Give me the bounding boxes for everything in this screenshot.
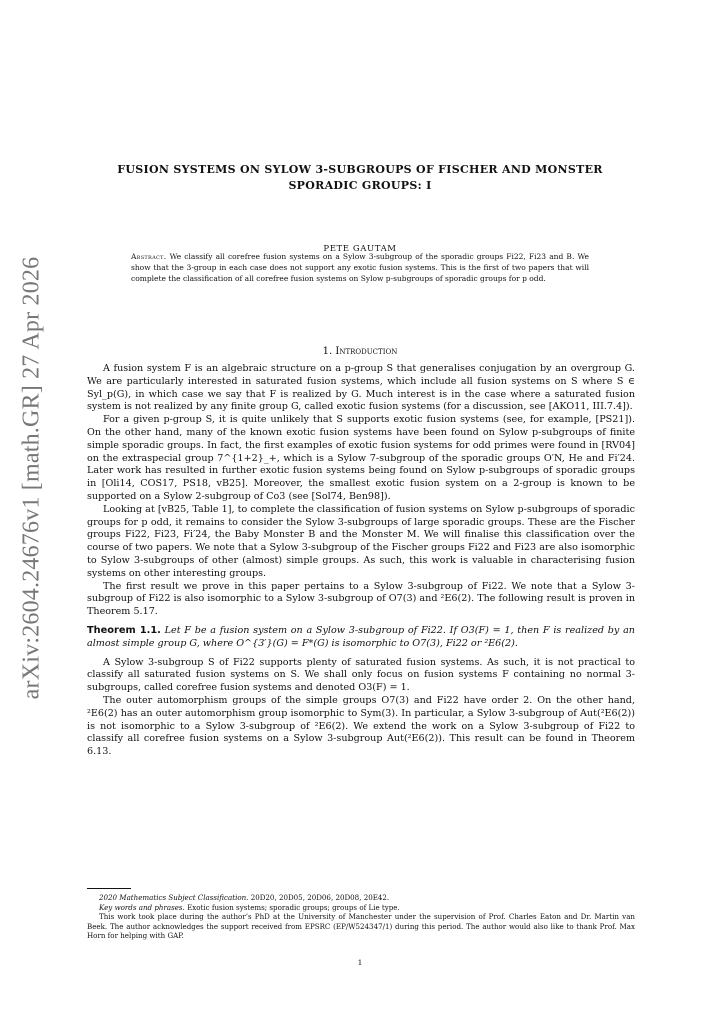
theorem-statement: Let F be a fusion system on a Sylow 3-subgroup of Fi22. If O3(F) = 1, then F is realized by an almost simple group G, where O^{3′}(G) = F*(G) is isomorphic to O7(3), Fi22 or ²E6(2). [87,624,635,649]
abstract-text: We classify all corefree fusion systems on a Sylow 3-subgroup of the sporadic groups Fi22, Fi23 and B. We show that the 3-group in each case does not support any exotic fusion systems. This is the first of two papers that will complete the classification of all corefree fusion systems on Sylow p-subgroups of sporadic groups for p odd. [131,252,589,283]
paragraph: The first result we prove in this paper pertains to a Sylow 3-subgroup of Fi22. We note that a Sylow 3-subgroup of Fi22 is also isomorphic to a Sylow 3-subgroup of O7(3) and ²E6(2). The following result is proven in Theorem 5.17. [87,580,635,618]
acknowledgement-footnote: This work took place during the author’s PhD at the University of Manchester under the supervision of Prof. Charles Eaton and Dr. Martin van Beek. The author acknowledges the support received from EPSRC (EP/W524347/1) during this period. The author would also like to thank Prof. Max Horn for helping with GAP. [87,912,635,941]
body-text [87,363,635,759]
keywords-footnote: Key words and phrases. Exotic fusion systems; sporadic groups; groups of Lie type. [99,902,400,912]
paragraph: A Sylow 3-subgroup S of Fi22 supports plenty of saturated fusion systems. As such, it is not practical to classify all saturated fusion systems on S. We shall only focus on fusion systems F containing no normal 3-subgroups, called corefree fusion systems and denoted O3(F) = 1. [87,656,635,694]
author-name: PETE GAUTAM [323,244,397,254]
theorem [87,625,635,651]
paragraph: Looking at [vB25, Table 1], to complete the classification of fusion systems on Sylow p-subgroups of sporadic groups for p odd, it remains to consider the Sylow 3-subgroups of large sporadic groups. These are the Fischer groups Fi22, Fi23, Fi′24, the Baby Monster B and the Monster M. We will finalise this classification over the course of two papers. We note that a Sylow 3-subgroup of the Fischer groups Fi22 and Fi23 are also isomorphic to Sylow 3-subgroups of other (almost) simple groups. As such, this work is valuable in characterising fusion systems on other interesting groups. [87,503,635,579]
abstract [131,251,589,284]
theorem-label: Theorem 1.1. [87,624,161,636]
abstract-label: Abstract. [131,252,167,261]
paragraph: For a given p-group S, it is quite unlikely that S supports exotic fusion systems (see, for example, [PS21]). On the other hand, many of the known exotic fusion systems have been found on Sylow p-subgroups of finite simple sporadic groups. In fact, the first examples of exotic fusion systems for odd primes were found in [RV04] on the extraspecial group 7^{1+2}_+, which is a Sylow 7-subgroup of the sporadic groups O′N, He and Fi′24. Later work has resulted in further exotic fusion systems being found on Sylow p-subgroups of sporadic groups in [Oli14, COS17, PS18, vB25]. Moreover, the smallest exotic fusion system on a 2-group is known to be supported on a Sylow 2-subgroup of Co3 (see [Sol74, Ben98]). [87,414,635,502]
paper-title: FUSION SYSTEMS ON SYLOW 3-SUBGROUPS OF FISCHER AND MONSTER SPORADIC GROUPS: I [117,163,603,192]
paragraph: The outer automorphism groups of the simple groups O7(3) and Fi22 have order 2. On the other hand, ²E6(2) has an outer automorphism group isomorphic to Sym(3). In particular, a Sylow 3-subgroup of Aut(²E6(2)) is not isomorphic to a Sylow 3-subgroup of ²E6(2). We extend the work on a Sylow 3-subgroup of Fi22 to classify all corefree fusion systems on a Sylow 3-subgroup Aut(²E6(2)). This result can be found in Theorem 6.13. [87,694,635,758]
paragraph: A fusion system F is an algebraic structure on a p-group S that generalises conjugation by an overgroup G. We are particularly interested in saturated fusion systems, which include all fusion systems on S where S ∈ Syl_p(G), in which case we say that F is realized by G. Much interest is in the case where a saturated fusion system is not realized by any finite group G, called exotic fusion systems (for a discussion, see [AKO11, III.7.4]). [87,363,635,413]
footnote-rule [87,888,131,889]
msc-footnote: 2020 Mathematics Subject Classification. 20D20, 20D05, 20D06, 20D08, 20E42. [99,893,390,902]
page-number: 1 [357,958,363,967]
section-heading: 1. Introduction [322,346,398,357]
arxiv-identifier: arXiv:2604.24676v1 [math.GR] 27 Apr 2026 [18,256,45,700]
footnotes [87,893,635,941]
